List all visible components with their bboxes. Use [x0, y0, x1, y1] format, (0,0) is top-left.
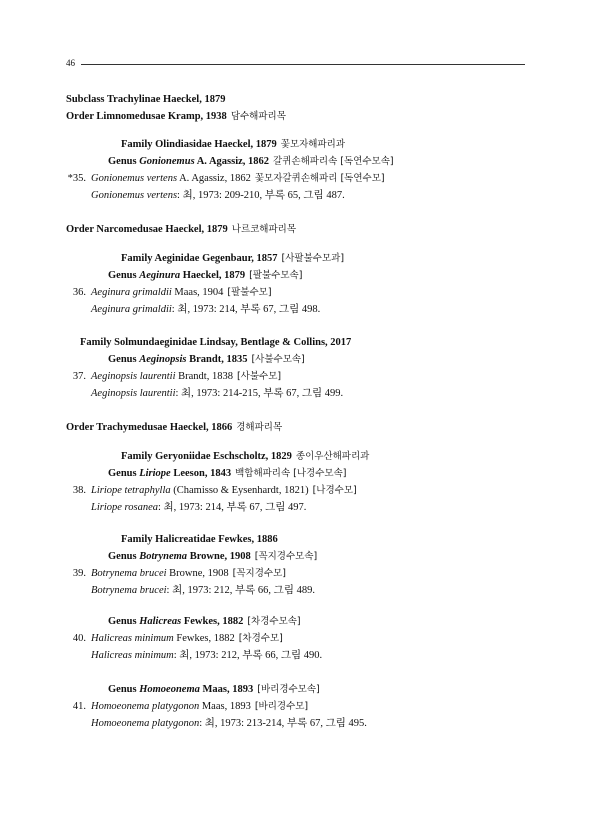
family-heading-geryoniidae: Family Geryoniidae Eschscholtz, 1829 종이우산해파리과	[121, 451, 370, 462]
species-reference-36: Aeginura grimaldii: 최, 1973: 214, 부록 67, 그림 498.	[91, 304, 321, 315]
species-entry-35: *35. Gonionemus vertens A. Agassiz, 1862 꽃모자갈퀴손해파리 [독연수모]	[67, 173, 385, 184]
species-entry-36: 36. Aeginura grimaldii Maas, 1904 [팔불수모]	[72, 287, 272, 298]
family-heading-solmundaeginidae: Family Solmundaeginidae Lindsay, Bentlage & Collins, 2017	[80, 337, 352, 348]
genus-heading-aeginura: Genus Aeginura Haeckel, 1879 [팔불수모속]	[108, 270, 303, 281]
species-reference-39: Botrynema brucei: 최, 1973: 212, 부록 66, 그림 489.	[91, 585, 315, 596]
species-entry-37: 37. Aeginopsis laurentii Brandt, 1838 [사불수모]	[72, 371, 282, 382]
order-heading-narcomedusae: Order Narcomedusae Haeckel, 1879 나르코해파리목	[66, 224, 297, 235]
genus-heading-gonionemus: Genus Gonionemus A. Agassiz, 1862 갈퀴손해파리속 [독연수모속]	[108, 156, 394, 167]
species-entry-39: 39. Botrynema brucei Browne, 1908 [꼭지경수모]	[72, 568, 286, 579]
species-reference-38: Liriope rosanea: 최, 1973: 214, 부록 67, 그림 497.	[91, 502, 307, 513]
genus-heading-aeginopsis: Genus Aeginopsis Brandt, 1835 [사불수모속]	[108, 354, 305, 365]
family-heading-halicreatidae: Family Halicreatidae Fewkes, 1886	[121, 534, 278, 545]
genus-heading-homoeonema: Genus Homoeonema Maas, 1893 [바리경수모속]	[108, 684, 320, 695]
order-heading-trachymedusae: Order Trachymedusae Haeckel, 1866 경해파리목	[66, 422, 283, 433]
family-heading-aeginidae: Family Aeginidae Gegenbaur, 1857 [사팔불수모과]	[121, 253, 345, 264]
species-reference-41: Homoeonema platygonon: 최, 1973: 213-214, 부록 67, 그림 495.	[91, 718, 367, 729]
subclass-heading: Subclass Trachylinae Haeckel, 1879	[66, 94, 226, 105]
species-reference-40: Halicreas minimum: 최, 1973: 212, 부록 66, 그림 490.	[91, 650, 323, 661]
species-entry-38: 38. Liriope tetraphylla (Chamisso & Eysenhardt, 1821) [나경수모]	[72, 485, 357, 496]
species-entry-40: 40. Halicreas minimum Fewkes, 1882 [차경수모]	[72, 633, 283, 644]
page-number: 46	[66, 58, 75, 68]
species-entry-41: 41. Homoeonema platygonon Maas, 1893 [바리경수모]	[72, 701, 309, 712]
header-rule	[81, 64, 525, 65]
family-heading-olindiasidae: Family Olindiasidae Haeckel, 1879 꽃모자해파리과	[121, 139, 346, 150]
order-heading-limnomedusae: Order Limnomedusae Kramp, 1938 담수해파리목	[66, 111, 286, 122]
genus-heading-botrynema: Genus Botrynema Browne, 1908 [꼭지경수모속]	[108, 551, 318, 562]
species-reference-35: Gonionemus vertens: 최, 1973: 209-210, 부록 65, 그림 487.	[91, 190, 345, 201]
genus-heading-liriope: Genus Liriope Leeson, 1843 백합해파리속 [나경수모속]	[108, 468, 347, 479]
species-reference-37: Aeginopsis laurentii: 최, 1973: 214-215, 부록 67, 그림 499.	[91, 388, 344, 399]
genus-heading-halicreas: Genus Halicreas Fewkes, 1882 [차경수모속]	[108, 616, 301, 627]
